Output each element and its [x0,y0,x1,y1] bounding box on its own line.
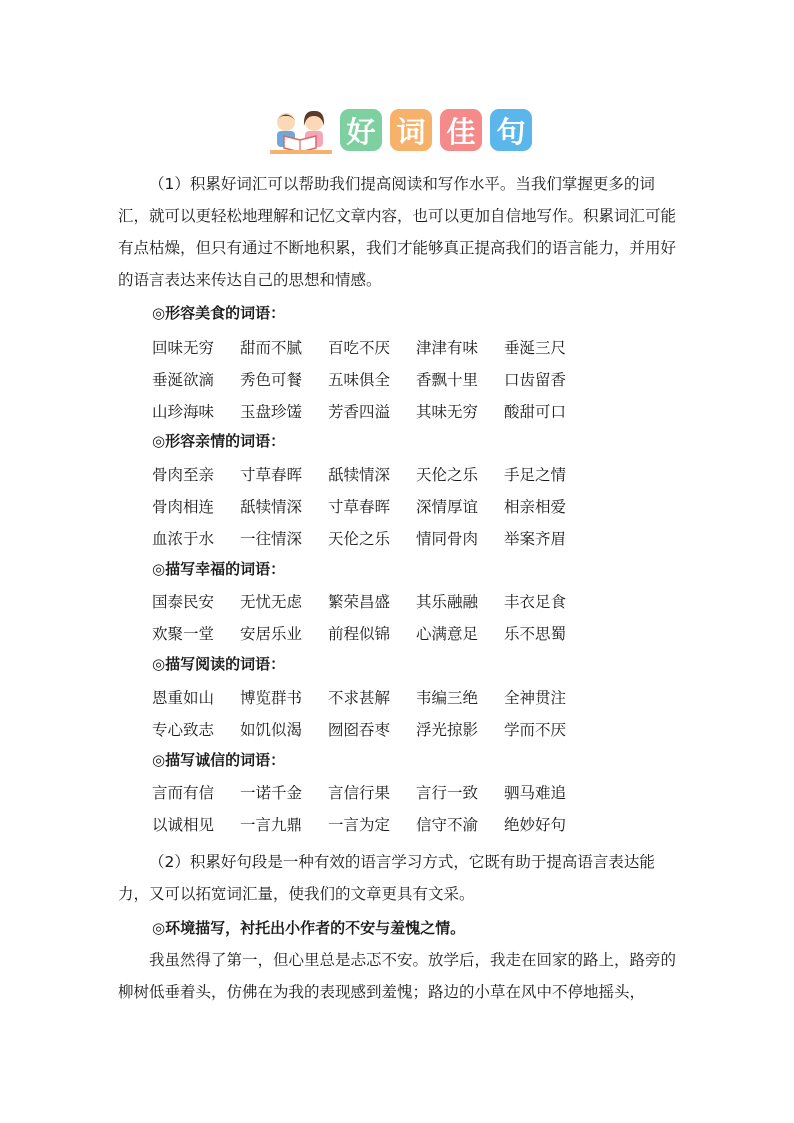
section-title-reading: ◎描写阅读的词语： [152,655,286,673]
sentence-section-title: ◎环境描写，衬托出小作者的不安与羞愧之情。 [152,919,466,937]
word-item: 回味无穷 [152,339,215,357]
word-item: 如饥似渴 [240,721,303,739]
word-item: 其味无穷 [416,403,479,421]
word-item: 玉盘珍馐 [240,403,303,421]
word-item: 深情厚谊 [416,498,479,516]
word-row [152,368,592,390]
word-item: 一诺千金 [240,784,303,802]
two-kids-reading-icon [268,106,334,154]
word-item: 信守不渝 [416,816,479,834]
word-item: 前程似锦 [328,625,391,643]
word-item: 韦编三绝 [416,689,479,707]
word-row [152,336,592,358]
section-title-family: ◎形容亲情的词语： [152,432,286,450]
word-item: 囫囵吞枣 [328,721,391,739]
section-title-honesty: ◎描写诚信的词语： [152,751,286,769]
word-row [152,495,592,517]
word-row [152,622,592,644]
word-item: 芳香四溢 [328,403,391,421]
word-item: 垂涎三尺 [504,339,567,357]
word-item: 全神贯注 [504,689,567,707]
word-row [152,686,592,708]
word-item: 舐犊情深 [328,466,391,484]
word-item: 举案齐眉 [504,530,567,548]
word-item: 恩重如山 [152,689,215,707]
word-item: 心满意足 [416,625,479,643]
word-row [152,527,592,549]
word-item: 甜而不腻 [240,339,303,357]
header-banner [268,106,540,154]
section-title-food: ◎形容美食的词语： [152,304,286,322]
word-item: 香飘十里 [416,371,479,389]
word-item: 乐不思蜀 [504,625,567,643]
word-item: 血浓于水 [152,530,215,548]
word-item: 繁荣昌盛 [328,593,391,611]
word-item: 寸草春晖 [240,466,303,484]
title-tile-ci: 词 [390,109,432,151]
word-item: 国泰民安 [152,593,215,611]
title-tile-ju: 句 [490,109,532,151]
word-item: 骨肉相连 [152,498,215,516]
word-row [152,400,592,422]
word-item: 以诚相见 [152,816,215,834]
word-item: 言行一致 [416,784,479,802]
word-row [152,463,592,485]
word-item: 秀色可餐 [240,371,303,389]
word-item: 手足之情 [504,466,567,484]
word-item: 情同骨肉 [416,530,479,548]
word-item: 舐犊情深 [240,498,303,516]
section-title-happiness: ◎描写幸福的词语： [152,560,286,578]
word-item: 百吃不厌 [328,339,391,357]
word-item: 一往情深 [240,530,303,548]
word-item: 山珍海味 [152,403,215,421]
word-item: 津津有味 [416,339,479,357]
word-item: 骨肉至亲 [152,466,215,484]
sentence-paragraph: 我虽然得了第一，但心里总是忐忑不安。放学后，我走在回家的路上，路旁的柳树低垂着头，仿佛在为我的表现感到羞愧；路边的小草在风中不停地摇头， [118,951,677,1001]
word-item: 一言九鼎 [240,816,303,834]
word-item: 酸甜可口 [504,403,567,421]
word-item: 驷马难追 [504,784,567,802]
word-item: 口齿留香 [504,371,567,389]
word-item: 其乐融融 [416,593,479,611]
word-item: 不求甚解 [328,689,391,707]
title-tile-hao: 好 [340,109,382,151]
word-item: 相亲相爱 [504,498,567,516]
word-item: 一言为定 [328,816,391,834]
word-item: 绝妙好句 [504,816,567,834]
intro-paragraph-2: （2）积累好句段是一种有效的语言学习方式，它既有助于提高语言表达能力，又可以拓宽词汇量，使我们的文章更具有文采。 [118,853,655,903]
word-item: 博览群书 [240,689,303,707]
word-item: 寸草春晖 [328,498,391,516]
title-tile-jia: 佳 [440,109,482,151]
word-row [152,781,592,803]
word-item: 浮光掠影 [416,721,479,739]
word-item: 安居乐业 [240,625,303,643]
word-row [152,813,592,835]
intro-paragraph-1: （1）积累好词汇可以帮助我们提高阅读和写作水平。当我们掌握更多的词汇，就可以更轻松地理解和记忆文章内容，也可以更加自信地写作。积累词汇可能有点枯燥，但只有通过不断地积累，我们才能够真正提高我们的语言能力，并用好的语言表达来传达自己的思想和情感。 [118,175,677,289]
word-item: 天伦之乐 [328,530,391,548]
word-item: 专心致志 [152,721,215,739]
word-item: 五味俱全 [328,371,391,389]
word-row [152,590,592,612]
word-item: 垂涎欲滴 [152,371,215,389]
word-item: 学而不厌 [504,721,567,739]
word-item: 天伦之乐 [416,466,479,484]
word-item: 欢聚一堂 [152,625,215,643]
word-row [152,718,592,740]
word-item: 无忧无虑 [240,593,303,611]
word-item: 言而有信 [152,784,215,802]
word-item: 言信行果 [328,784,391,802]
word-item: 丰衣足食 [504,593,567,611]
